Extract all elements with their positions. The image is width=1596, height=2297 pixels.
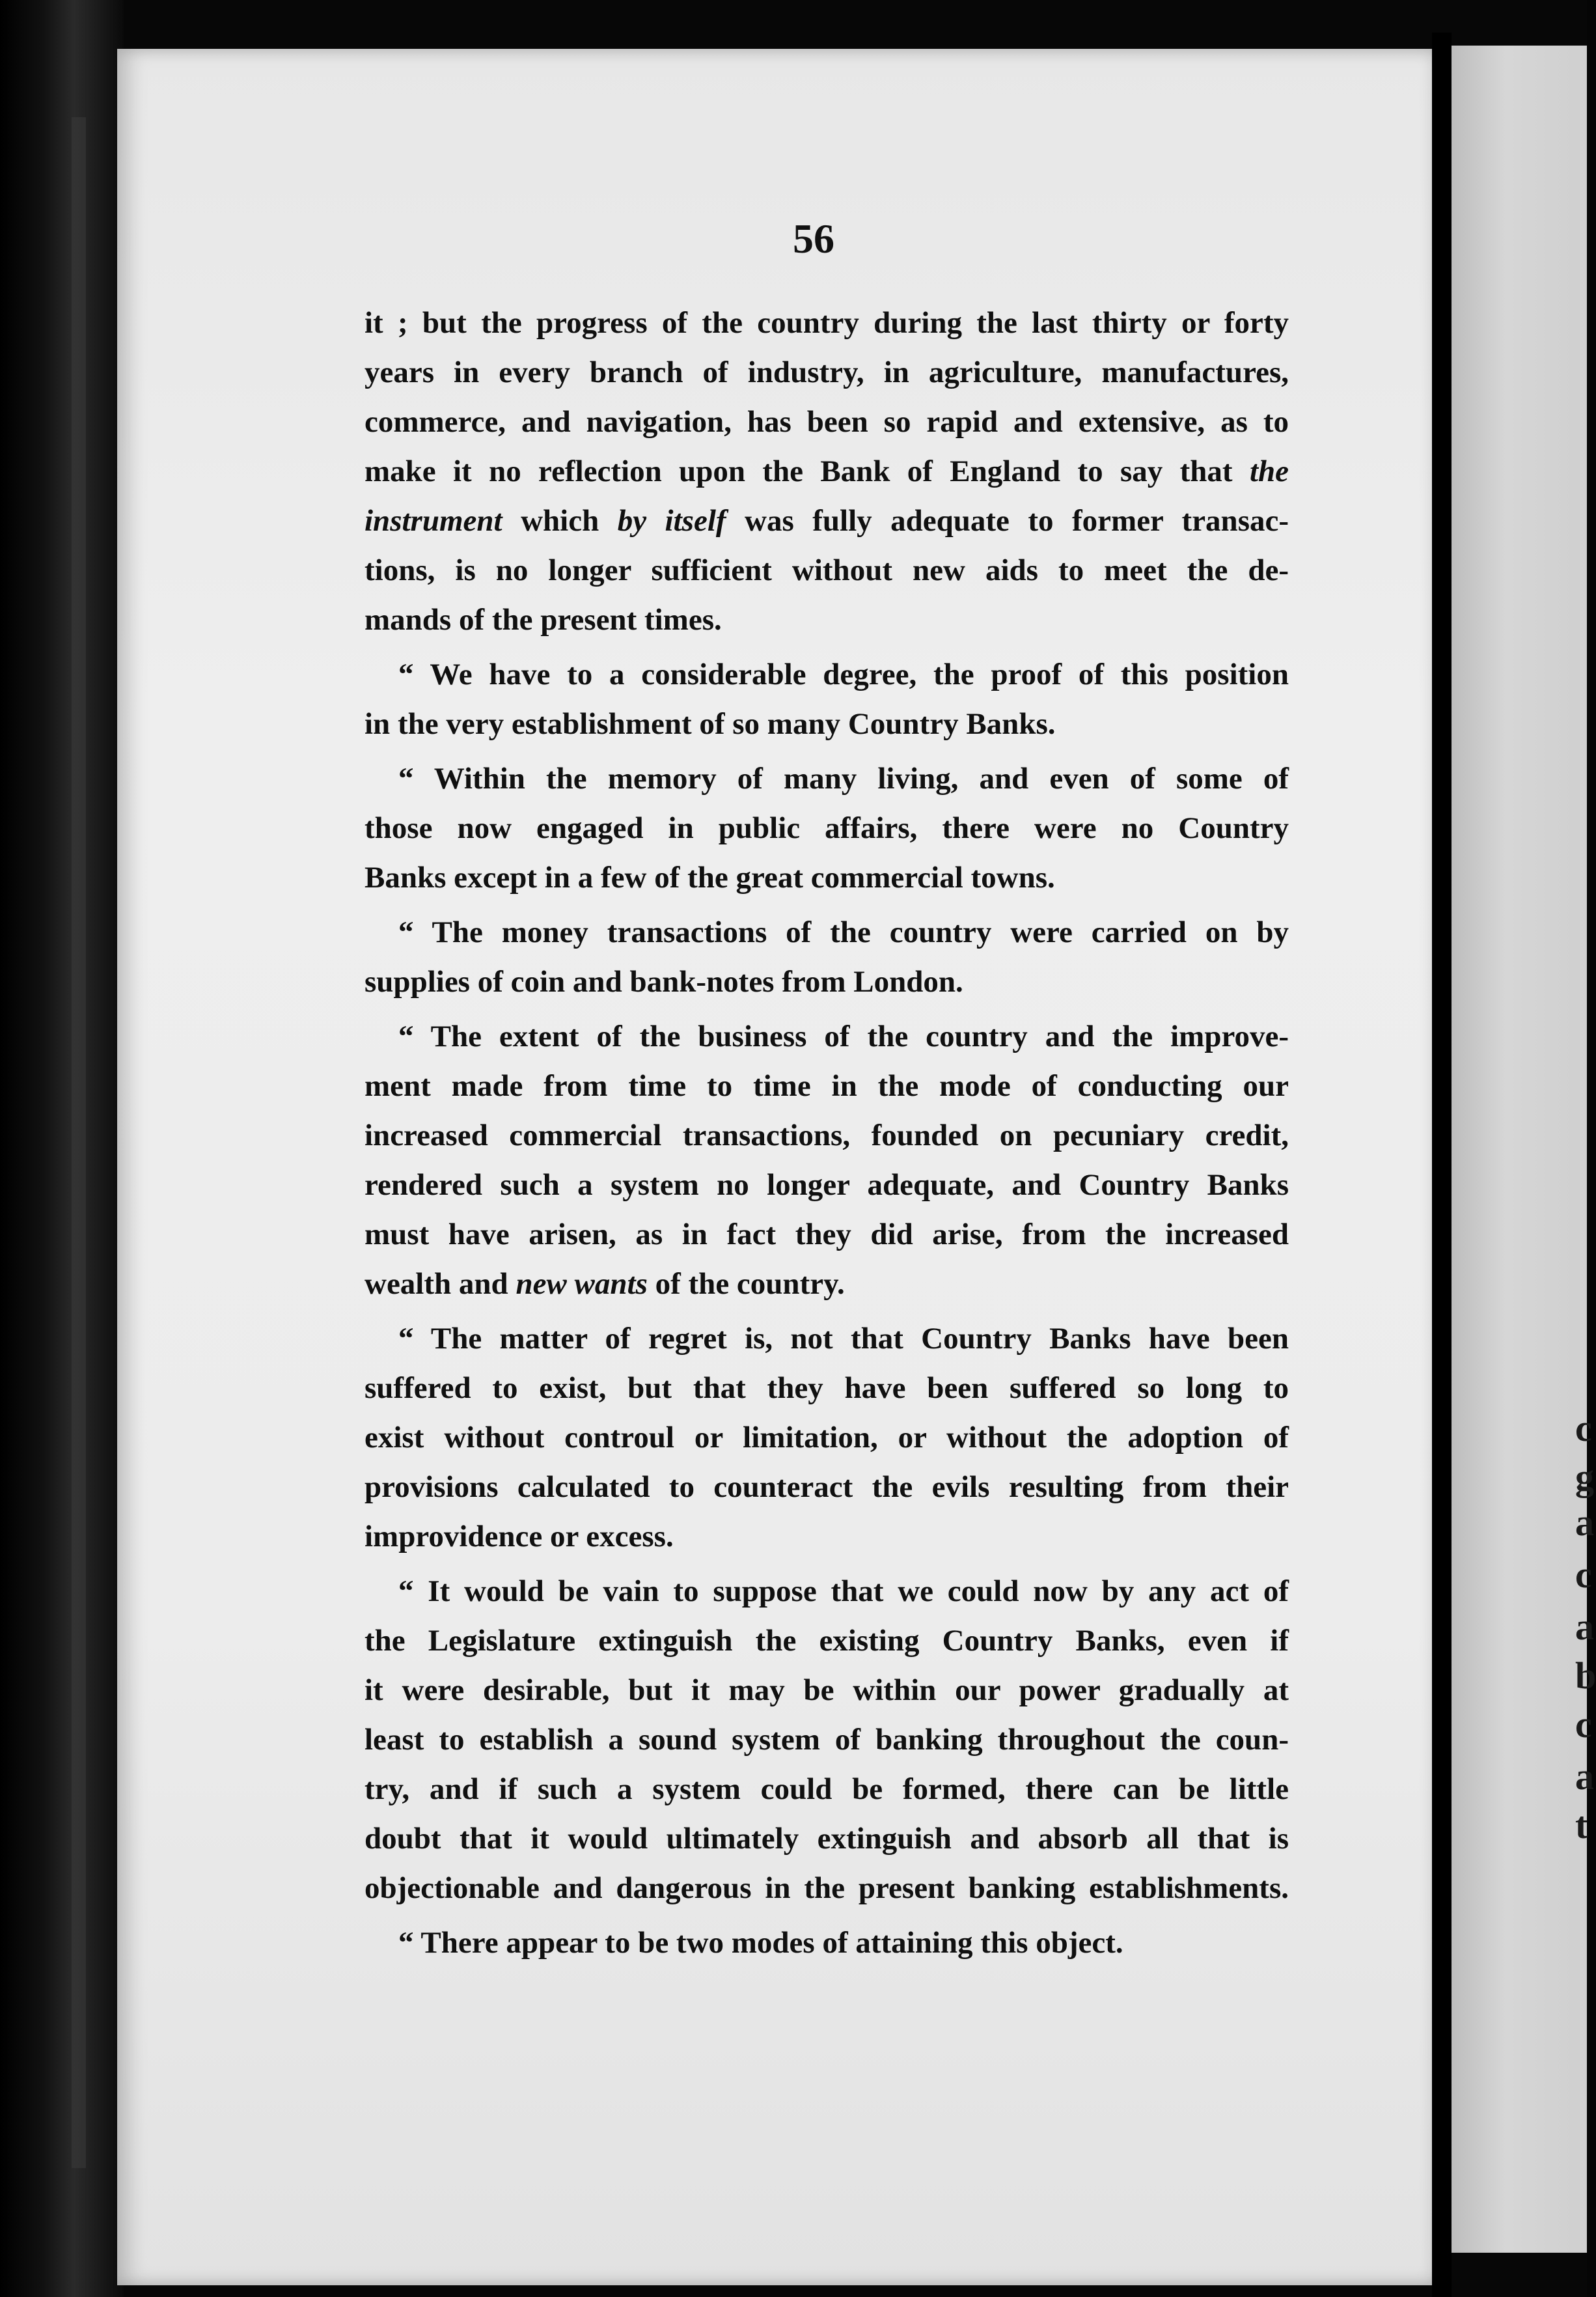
text-line: doubt that it would ultimately extinguish and absorb all that is: [365, 1822, 1289, 1856]
text-line: mands of the present times.: [365, 603, 722, 637]
text-line: “ It would be vain to suppose that we could now by any act of: [398, 1574, 1289, 1608]
italic-fragment: the: [1249, 454, 1289, 488]
text-line: in the very establishment of so many Country Banks.: [365, 707, 1056, 741]
text-line: years in every branch of industry, in agriculture, manufactures,: [365, 355, 1289, 389]
text-line: “ The extent of the business of the country and the improve-: [398, 1020, 1289, 1053]
adjacent-letter: a: [1575, 1755, 1594, 1798]
text-line: increased commercial transactions, founded on pecuniary credit,: [365, 1119, 1289, 1152]
text-line: Banks except in a few of the great commercial towns.: [365, 861, 1055, 895]
text-line: it ; but the progress of the country during the last thirty or forty: [365, 306, 1289, 340]
adjacent-letter: a: [1575, 1606, 1594, 1648]
text-fragment: which: [521, 504, 599, 538]
text-fragment: make it no reflection upon the Bank of England to say that: [365, 454, 1233, 488]
text-line: [365, 447, 1289, 496]
text-line: the Legislature extinguish the existing Country Banks, even if: [365, 1624, 1289, 1658]
page-number: 56: [793, 216, 834, 262]
adjacent-letter: g: [1575, 1456, 1594, 1498]
text-line: objectionable and dangerous in the present banking establishments.: [365, 1871, 1289, 1905]
text-line: supplies of coin and bank-notes from London.: [365, 965, 963, 999]
text-line: suffered to exist, but that they have been suffered so long to: [365, 1371, 1289, 1405]
text-fragment: wealth and: [365, 1267, 508, 1301]
book-binding-edge: [0, 0, 124, 2297]
text-line: least to establish a sound system of banking throughout the coun-: [365, 1723, 1289, 1757]
text-line: must have arisen, as in fact they did arise, from the increased: [365, 1218, 1289, 1251]
text-line: commerce, and navigation, has been so rapid and extensive, as to: [365, 405, 1289, 439]
italic-fragment: new wants: [516, 1267, 648, 1301]
adjacent-letter: a: [1575, 1501, 1594, 1544]
text-line: rendered such a system no longer adequate, and Country Banks: [365, 1168, 1289, 1202]
text-line: [365, 1259, 1289, 1309]
text-line: it were desirable, but it may be within our power gradually at: [365, 1673, 1289, 1707]
text-line: “ The matter of regret is, not that Country Banks have been: [398, 1322, 1289, 1356]
text-line: exist without controul or limitation, or without the adoption of: [365, 1421, 1289, 1455]
body-text: [365, 298, 1289, 1968]
text-line: provisions calculated to counteract the evils resulting from their: [365, 1470, 1289, 1504]
text-line: “ The money transactions of the country were carried on by: [398, 915, 1289, 949]
text-line: tions, is no longer sufficient without new aids to meet the de-: [365, 553, 1289, 587]
text-fragment: of the country.: [655, 1267, 845, 1301]
adjacent-letter: c: [1575, 1553, 1592, 1596]
text-line: those now engaged in public affairs, there were no Country: [365, 811, 1289, 845]
text-fragment: was fully adequate to former transac-: [745, 504, 1289, 538]
text-line: “ There appear to be two modes of attaining this object.: [398, 1926, 1123, 1960]
text-line: “ We have to a considerable degree, the proof of this position: [398, 658, 1289, 691]
adjacent-page-edge: [1452, 46, 1596, 2253]
italic-fragment: instrument: [365, 504, 502, 538]
text-line: “ Within the memory of many living, and even of some of: [398, 762, 1289, 796]
italic-fragment: by itself: [617, 504, 726, 538]
text-line: improvidence or excess.: [365, 1520, 674, 1553]
adjacent-letter: c: [1575, 1407, 1592, 1449]
page-gutter: [1432, 33, 1452, 2297]
text-line: ment made from time to time in the mode of conducting our: [365, 1069, 1289, 1103]
text-line: [365, 496, 1289, 546]
adjacent-letter: b: [1575, 1654, 1596, 1697]
adjacent-letter: c: [1575, 1703, 1592, 1746]
adjacent-letter: t: [1575, 1804, 1588, 1846]
text-line: try, and if such a system could be formed, there can be little: [365, 1772, 1289, 1806]
